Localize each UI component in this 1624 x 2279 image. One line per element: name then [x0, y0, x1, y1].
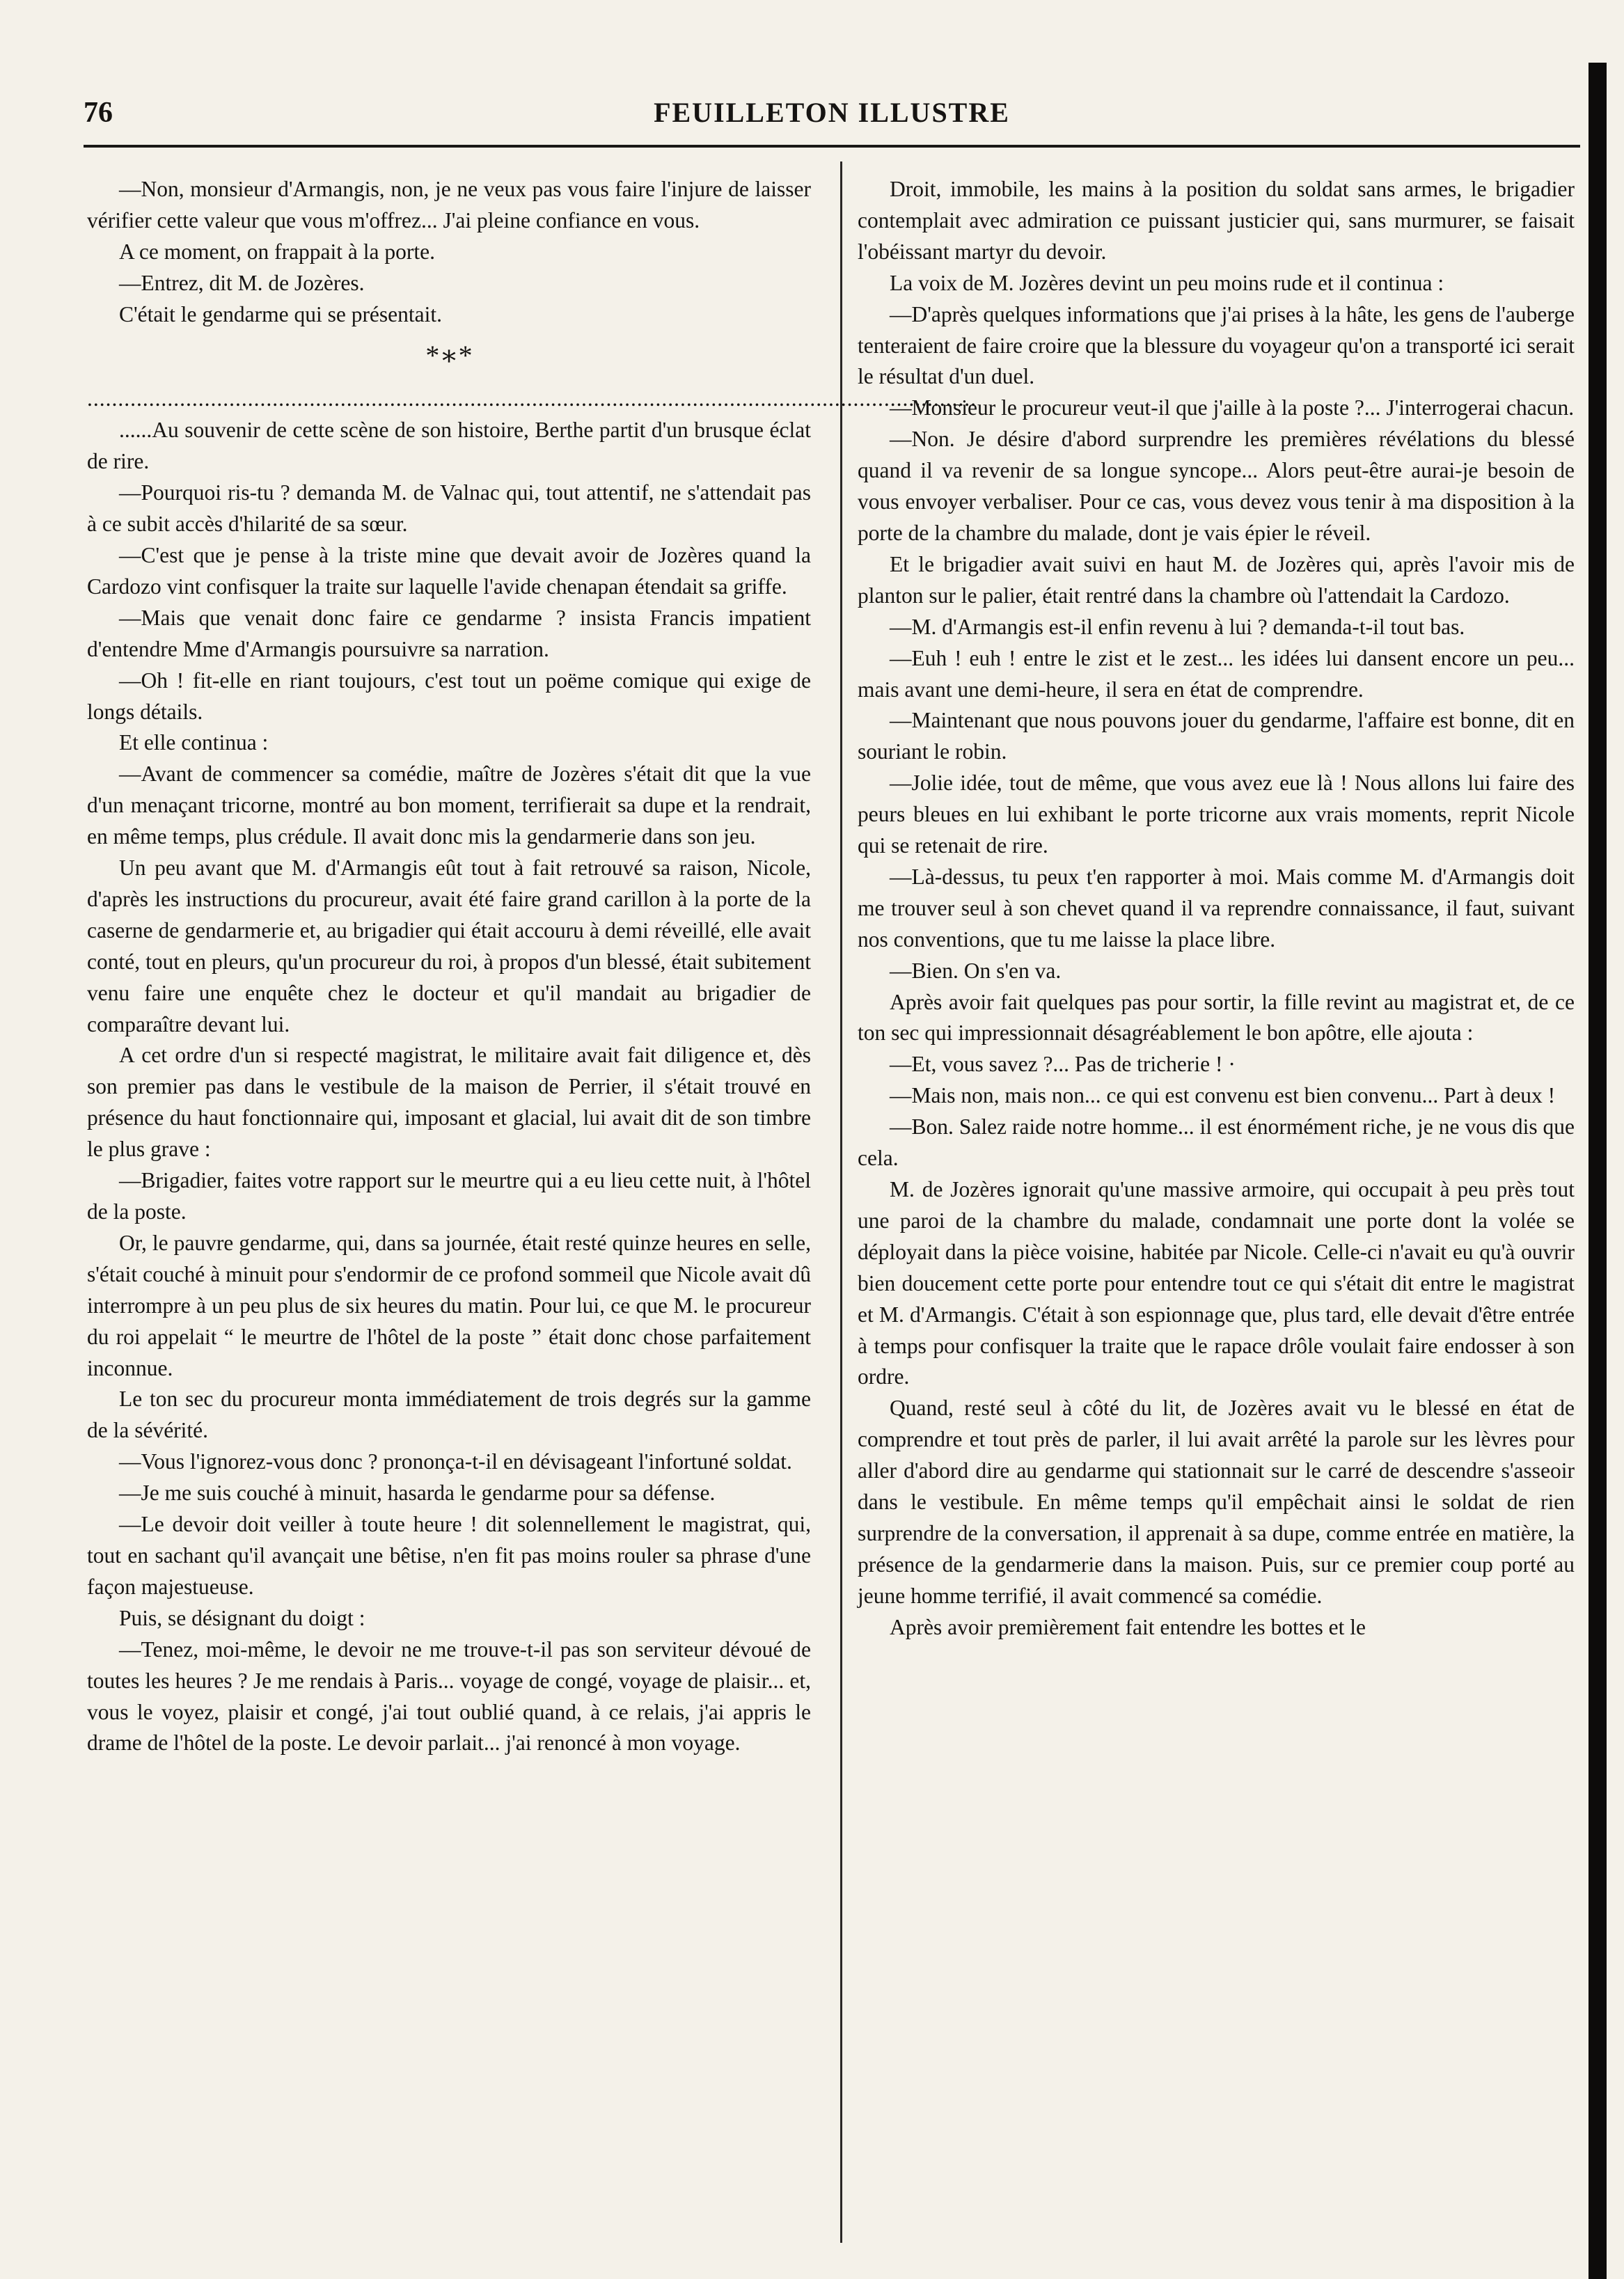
paragraph: Un peu avant que M. d'Armangis eût tout à fait retrouvé sa raison, Nicole, d'après les instructions du procureur, avait été faire grand carillon à la porte de la caserne de gendarmerie et, au brigadier qui était accouru à demi réveillé, elle avait conté, tout en pleurs, qu'un procureur du roi, à propos d'un blessé, était subitement venu faire une enquête chez le docteur et qu'il mandait au brigadier de comparaître devant lui.	[87, 855, 811, 1036]
paragraph: La voix de M. Jozères devint un peu moins rude et il continua :	[890, 270, 1444, 295]
paragraph: —Je me suis couché à minuit, hasarda le gendarme pour sa défense.	[119, 1481, 716, 1506]
paragraph: —D'après quelques informations que j'ai prises à la hâte, les gens de l'auberge tenteraient de faire croire que la blessure du voyageur qu'on a transporté ici serait le résultat d'un duel.	[858, 301, 1575, 389]
page-number: 76	[84, 97, 113, 129]
paragraph: M. de Jozères ignorait qu'une massive armoire, qui occupait à peu près tout une paroi de la chambre du malade, condamnait une porte dont la volée se déployait dans la pièce voisine, habitée par Nicole. Celle-ci n'avait eu qu'à ouvrir bien doucement cette porte pour entendre tout ce qui s'était dit entre le magistrat et M. d'Armangis. C'était à son espionnage que, plus tard, elle devait d'être entrée à temps pour confisquer la traite que le rapace drôle voulait faire endosser à son ordre.	[858, 1177, 1575, 1389]
paragraph: —Vous l'ignorez-vous donc ? prononça-t-il en dévisageant l'infortuné soldat.	[119, 1449, 792, 1474]
paragraph: —C'est que je pense à la triste mine que devait avoir de Jozères quand la Cardozo vint confisquer la traite sur laquelle l'avide chenapan étendait sa griffe.	[87, 542, 811, 599]
dotted-separator: ................................................................................................................................................	[87, 386, 977, 411]
paragraph: —Monsieur le procureur veut-il que j'aille à la poste ?... J'interrogerai chacun.	[890, 395, 1575, 420]
paragraph: —Le devoir doit veiller à toute heure ! dit solennellement le magistrat, qui, tout en sachant qu'il avançait une bêtise, n'en fit pas moins rouler sa phrase d'une façon majestueuse.	[87, 1512, 811, 1599]
paragraph: Et elle continua :	[119, 730, 269, 755]
paragraph: A ce moment, on frappait à la porte.	[119, 239, 435, 264]
paragraph: Et le brigadier avait suivi en haut M. de Jozères qui, après l'avoir mis de planton sur le palier, était rentré dans la chambre où l'attendait la Cardozo.	[858, 551, 1575, 608]
paragraph: —Avant de commencer sa comédie, maître de Jozères s'était dit que la vue d'un menaçant tricorne, montré au bon moment, terrifierait sa dupe et la rendrait, en même temps, plus crédule. Il avait donc mis la gendarmerie dans son jeu.	[87, 762, 811, 849]
paragraph: Or, le pauvre gendarme, qui, dans sa journée, était resté quinze heures en selle, s'était couché à minuit pour s'endormir de ce profond sommeil que Nicole avait dû interrompre à un peu plus de six heures du matin. Pour lui, ce que M. le procureur du roi appelait “ le meurtre de l'hôtel de la poste ” était donc chose parfaitement inconnue.	[87, 1230, 811, 1380]
page-header	[84, 96, 1580, 152]
paragraph: Le ton sec du procureur monta immédiatement de trois degrés sur la gamme de la sévérité.	[87, 1387, 811, 1443]
paragraph: —Tenez, moi-même, le devoir ne me trouve-t-il pas son serviteur dévoué de toutes les heures ? Je me rendais à Paris... voyage de congé, voyage de plaisir... et, vous le voyez, plaisir et congé, j'ai tout oublié quand, à ce relais, j'ai appris le drame de l'hôtel de la poste. Le devoir parlait... j'ai renoncé à mon voyage.	[87, 1637, 811, 1756]
paragraph: —Non, monsieur d'Armangis, non, je ne veux pas vous faire l'injure de laisser vérifier cette valeur que vous m'offrez... J'ai pleine confiance en vous.	[87, 177, 811, 232]
paragraph: —M. d'Armangis est-il enfin revenu à lui ? demanda-t-il tout bas.	[890, 614, 1465, 639]
running-title: FEUILLETON ILLUSTRE	[654, 97, 1010, 128]
paragraph: —Euh ! euh ! entre le zist et le zest... les idées lui dansent encore un peu... mais avant une demi-heure, il sera en état de comprendre.	[858, 645, 1575, 702]
paragraph: —Jolie idée, tout de même, que vous avez eue là ! Nous allons lui faire des peurs bleues en lui exhibant le porte tricorne aux vrais moments, reprit Nicole qui se retenait de rire.	[858, 771, 1575, 858]
paragraph: A cet ordre d'un si respecté magistrat, le militaire avait fait diligence et, dès son premier pas dans le vestibule de la maison de Perrier, il s'était trouvé en présence du haut fonctionnaire qui, imposant et glacial, lui avait dit de son timbre le plus grave :	[87, 1043, 811, 1162]
paragraph: —Entrez, dit M. de Jozères.	[119, 270, 365, 295]
header-rule	[84, 145, 1580, 148]
right-column	[858, 174, 1575, 1643]
section-ornament: *∗*	[425, 339, 473, 371]
paragraph: —Brigadier, faites votre rapport sur le meurtre qui a eu lieu cette nuit, à l'hôtel de la poste.	[87, 1168, 811, 1224]
paragraph: Quand, resté seul à côté du lit, de Jozères avait vu le blessé en état de comprendre et tout près de parler, il lui avait arrêté la parole sur les lèvres pour aller d'abord dire au gendarme qui stationnait sur le carré de descendre s'asseoir dans le vestibule. En même temps qu'il empêchait ainsi le soldat de rien surprendre de la conversation, il apprenait à sa dupe, comme entrée en matière, la présence de la gendarmerie dans la maison. Puis, sur ce premier coup porté au jeune homme terrifié, il avait commencé sa comédie.	[858, 1396, 1575, 1608]
paragraph: —Mais que venait donc faire ce gendarme ? insista Francis impatient d'entendre Mme d'Armangis poursuivre sa narration.	[87, 605, 811, 661]
paragraph: —Bien. On s'en va.	[890, 958, 1062, 983]
paragraph: ......Au souvenir de cette scène de son histoire, Berthe partit d'un brusque éclat de rire.	[87, 418, 811, 474]
paragraph: —Et, vous savez ?... Pas de tricherie ! ·	[890, 1052, 1236, 1077]
paragraph: —Là-dessus, tu peux t'en rapporter à moi. Mais comme M. d'Armangis doit me trouver seul à son chevet quand il va reprendre connaissance, il faut, suivant nos conventions, que tu me laisse la place libre.	[858, 864, 1575, 952]
paragraph: —Oh ! fit-elle en riant toujours, c'est tout un poëme comique qui exige de longs détails.	[87, 668, 811, 724]
page-edge-shadow	[1588, 63, 1607, 2279]
paragraph: Droit, immobile, les mains à la position du soldat sans armes, le brigadier contemplait avec admiration ce puissant justicier qui, sans murmurer, se faisait l'obéissant martyr du devoir.	[858, 177, 1575, 264]
paragraph: —Bon. Salez raide notre homme... il est énormément riche, je ne vous dis que cela.	[858, 1114, 1575, 1171]
paragraph: —Non. Je désire d'abord surprendre les premières révélations du blessé quand il va revenir de sa longue syncope... Alors peut-être aurai-je besoin de vous envoyer verbaliser. Pour ce cas, vous devez vous tenir à ma disposition à la porte de la chambre du malade, dont je vais épier le réveil.	[858, 427, 1575, 545]
paragraph: —Maintenant que nous pouvons jouer du gendarme, l'affaire est bonne, dit en souriant le robin.	[858, 708, 1575, 764]
paragraph: Après avoir premièrement fait entendre les bottes et le	[890, 1614, 1366, 1639]
paragraph: —Pourquoi ris-tu ? demanda M. de Valnac qui, tout attentif, ne s'attendait pas à ce subit accès d'hilarité de sa sœur.	[87, 480, 811, 537]
column-divider	[840, 161, 842, 2243]
paragraph: —Mais non, mais non... ce qui est convenu est bien convenu... Part à deux !	[890, 1083, 1556, 1108]
paragraph: C'était le gendarme qui se présentait.	[119, 301, 443, 326]
paragraph: Puis, se désignant du doigt :	[119, 1605, 365, 1630]
paragraph: Après avoir fait quelques pas pour sortir, la fille revint au magistrat et, de ce ton sec qui impressionnait désagréablement le bon apôtre, elle ajouta :	[858, 989, 1575, 1046]
